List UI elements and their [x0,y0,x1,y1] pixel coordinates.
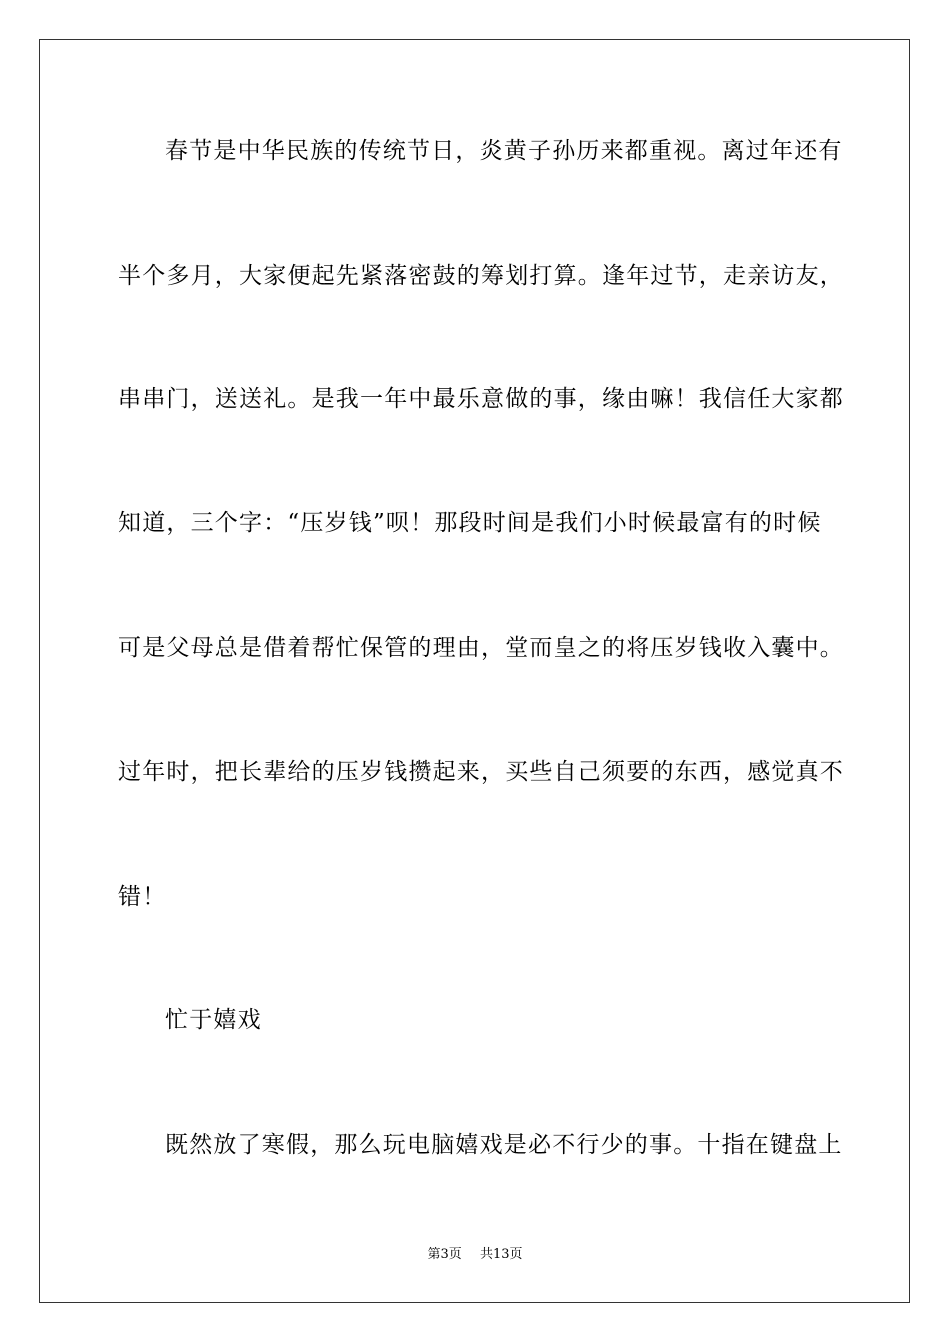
paragraph-line-8: 既然放了寒假，那么玩电脑嬉戏是必不行少的事。十指在键盘上 [165,1132,843,1158]
page-border [39,39,910,1303]
page-number: 第3页 [427,1247,462,1262]
page-footer [0,1246,950,1264]
page-total: 共13页 [479,1247,523,1262]
paragraph-line-4: 知道，三个字：“压岁钱”呗！那段时间是我们小时候最富有的时候 [118,510,822,536]
paragraph-line-6: 过年时，把长辈给的压岁钱攒起来，买些自己须要的东西，感觉真不 [118,759,844,785]
paragraph-line-5: 可是父母总是借着帮忙保管的理由，堂而皇之的将压岁钱收入囊中。 [118,635,844,661]
paragraph-line-2: 半个多月，大家便起先紧落密鼓的筹划打算。逢年过节，走亲访友， [118,263,844,289]
paragraph-line-1: 春节是中华民族的传统节日，炎黄子孙历来都重视。离过年还有 [165,138,843,164]
paragraph-line-3: 串串门，送送礼。是我一年中最乐意做的事，缘由嘛！我信任大家都 [118,386,844,412]
section-heading: 忙于嬉戏 [165,1007,262,1033]
paragraph-line-7: 错！ [118,884,167,910]
